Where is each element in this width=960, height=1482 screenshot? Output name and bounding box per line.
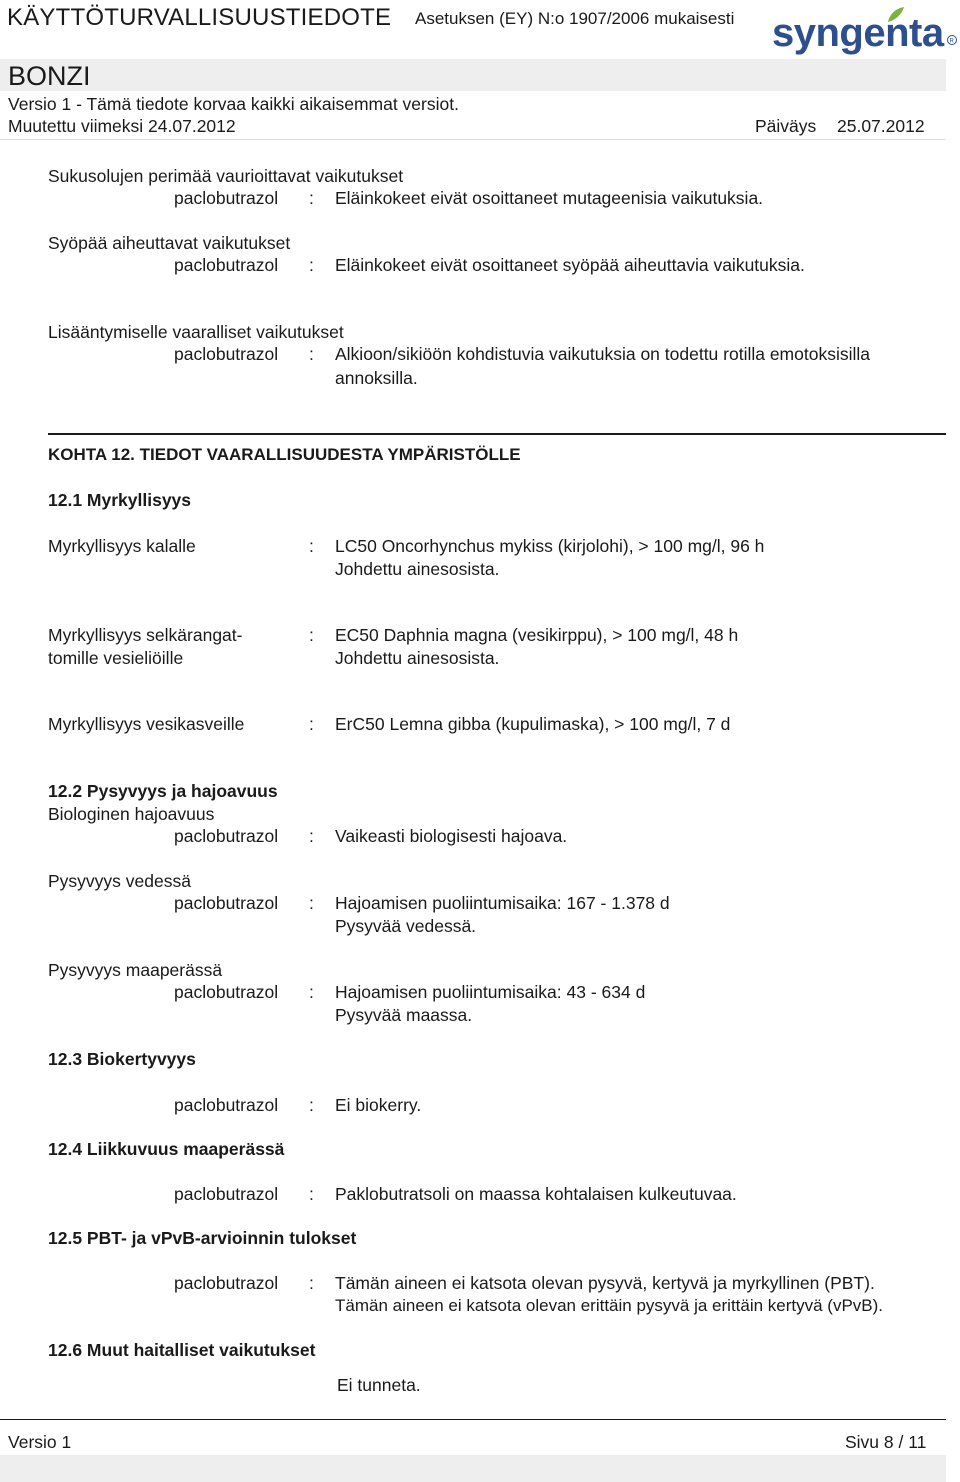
footer-bar — [0, 1455, 946, 1482]
syngenta-logo — [770, 6, 960, 58]
separator: : — [309, 982, 314, 1002]
subsection-12-4-title: 12.4 Liikkuvuus maaperässä — [48, 1139, 285, 1159]
product-bar — [0, 59, 946, 91]
separator: : — [309, 826, 314, 846]
document-title: KÄYTTÖTURVALLISUUSTIEDOTE — [7, 4, 392, 31]
separator: : — [309, 714, 314, 734]
pbt-substance: paclobutrazol — [174, 1273, 279, 1293]
biodegradability-label: Biologinen hajoavuus — [48, 804, 215, 824]
subsection-12-3-title: 12.3 Biokertyvyys — [48, 1049, 196, 1069]
pbt-value-line1: Tämän aineen ei katsota olevan pysyvä, kertyvä ja myrkyllinen (PBT). — [335, 1273, 875, 1293]
section-divider — [48, 433, 946, 435]
other-effects-value: Ei tunneta. — [337, 1375, 421, 1395]
plant-toxicity-value: ErC50 Lemna gibba (kupulimaska), > 100 mg/l, 7 d — [335, 714, 731, 734]
date-value: 25.07.2012 — [837, 116, 925, 136]
footer-version: Versio 1 — [8, 1432, 72, 1452]
reproductive-substance: paclobutrazol — [174, 344, 279, 364]
biodegradability-substance: paclobutrazol — [174, 826, 279, 846]
separator: : — [309, 344, 314, 364]
germ-cell-value: Eläinkokeet eivät osoittaneet mutageenisia vaikutuksia. — [335, 188, 764, 208]
separator: : — [309, 625, 314, 645]
date-label: Päiväys — [755, 116, 817, 136]
plant-toxicity-label: Myrkyllisyys vesikasveille — [48, 714, 245, 734]
invertebrate-toxicity-label-line2: tomille vesieliöille — [48, 648, 184, 668]
germ-cell-label: Sukusolujen perimää vaurioittavat vaikutukset — [48, 166, 404, 186]
product-name: BONZI — [8, 61, 91, 91]
water-persistence-value: Hajoamisen puoliintumisaika: 167 - 1.378 d — [335, 893, 670, 913]
subsection-12-2-title: 12.2 Pysyvyys ja hajoavuus — [48, 781, 278, 801]
separator: : — [309, 893, 314, 913]
fish-toxicity-label: Myrkyllisyys kalalle — [48, 536, 196, 556]
pbt-value-line2: Tämän aineen ei katsota olevan erittäin pysyvä ja erittäin kertyvä (vPvB). — [335, 1296, 884, 1315]
version-note: Versio 1 - Tämä tiedote korvaa kaikki aikaisemmat versiot. — [8, 94, 459, 114]
reproductive-value-line1: Alkioon/sikiöön kohdistuvia vaikutuksia on todettu rotilla emotoksisilla — [335, 344, 870, 364]
invertebrate-toxicity-source: Johdettu ainesosista. — [335, 648, 500, 668]
fish-toxicity-value: LC50 Oncorhynchus mykiss (kirjolohi), > 100 mg/l, 96 h — [335, 536, 765, 556]
separator: : — [309, 1095, 314, 1115]
carcinogenic-value: Eläinkokeet eivät osoittaneet syöpää aiheuttavia vaikutuksia. — [335, 255, 805, 275]
svg-text:R: R — [949, 38, 954, 45]
water-persistence-substance: paclobutrazol — [174, 893, 279, 913]
mobility-substance: paclobutrazol — [174, 1184, 279, 1204]
soil-persistence-note: Pysyvää maassa. — [335, 1005, 473, 1025]
carcinogenic-substance: paclobutrazol — [174, 255, 279, 275]
soil-persistence-substance: paclobutrazol — [174, 982, 279, 1002]
modified-date: Muutettu viimeksi 24.07.2012 — [8, 116, 236, 136]
invertebrate-toxicity-label-line1: Myrkyllisyys selkärangat- — [48, 625, 243, 645]
mobility-value: Paklobutratsoli on maassa kohtalaisen kulkeutuvaa. — [335, 1184, 737, 1204]
soil-persistence-label: Pysyvyys maaperässä — [48, 960, 223, 980]
reproductive-value-line2: annoksilla. — [335, 368, 418, 388]
separator: : — [309, 255, 314, 275]
separator: : — [309, 536, 314, 556]
germ-cell-substance: paclobutrazol — [174, 188, 279, 208]
separator: : — [309, 1184, 314, 1204]
footer-divider — [0, 1419, 946, 1420]
subsection-12-1-title: 12.1 Myrkyllisyys — [48, 490, 192, 510]
carcinogenic-label: Syöpää aiheuttavat vaikutukset — [48, 233, 291, 253]
soil-persistence-value: Hajoamisen puoliintumisaika: 43 - 634 d — [335, 982, 646, 1002]
page-number: Sivu 8 / 11 — [845, 1432, 927, 1452]
regulation-note: Asetuksen (EY) N:o 1907/2006 mukaisesti — [415, 9, 735, 28]
bioaccumulation-value: Ei biokerry. — [335, 1095, 422, 1115]
biodegradability-value: Vaikeasti biologisesti hajoava. — [335, 826, 568, 846]
section-heading: KOHTA 12. TIEDOT VAARALLISUUDESTA YMPÄRISTÖLLE — [48, 445, 521, 464]
water-persistence-label: Pysyvyys vedessä — [48, 871, 191, 891]
separator: : — [309, 1273, 314, 1293]
bioaccumulation-substance: paclobutrazol — [174, 1095, 279, 1115]
subsection-12-6-title: 12.6 Muut haitalliset vaikutukset — [48, 1340, 316, 1360]
fish-toxicity-source: Johdettu ainesosista. — [335, 559, 500, 579]
separator: : — [309, 188, 314, 208]
reproductive-label: Lisääntymiselle vaaralliset vaikutukset — [48, 322, 344, 342]
header-divider — [0, 139, 946, 140]
logo-wordmark: syngenta — [772, 11, 944, 55]
water-persistence-note: Pysyvää vedessä. — [335, 916, 477, 936]
invertebrate-toxicity-value: EC50 Daphnia magna (vesikirppu), > 100 mg/l, 48 h — [335, 625, 739, 645]
subsection-12-5-title: 12.5 PBT- ja vPvB-arvioinnin tulokset — [48, 1228, 357, 1248]
